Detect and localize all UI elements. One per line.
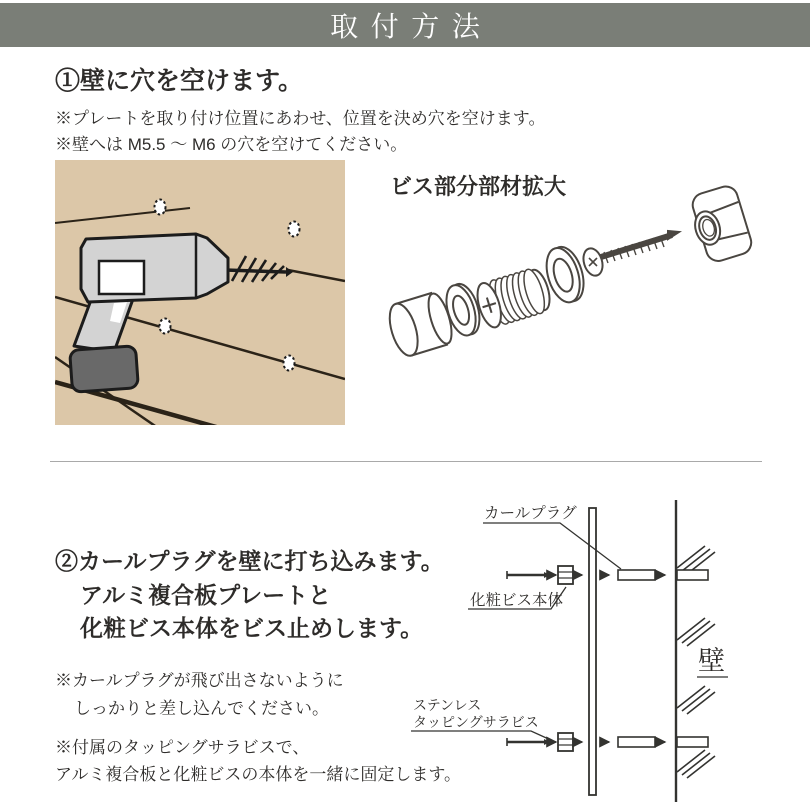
exploded-parts-diagram: [385, 185, 790, 385]
step2-title-line2: アルミ複合板プレートと: [80, 582, 332, 608]
installation-diagram: [405, 495, 800, 810]
curl-plug-shape: [618, 737, 655, 747]
step2-note2-line2: アルミ複合板と化粧ビスの本体を一緒に固定します。: [55, 765, 461, 784]
screw-body-box: [558, 733, 573, 751]
page-title: 取付方法: [330, 11, 493, 42]
curl-plug-in-wall: [677, 570, 708, 580]
curl-plug-shape: [618, 570, 655, 580]
step2-note1-line2: しっかりと差し込んでください。: [74, 699, 329, 718]
step2-title-line3: 化粧ビス本体をビス止めします。: [80, 615, 424, 641]
section-divider: [50, 461, 762, 462]
exploded-diagram-title: ビス部分部材拡大: [390, 174, 567, 199]
step1-note-2: ※壁へは M5.5 ～ M6 の穴を空けてください。: [55, 135, 408, 154]
page-header: [0, 3, 810, 47]
step1-note-1: ※プレートを取り付け位置にあわせ、位置を決め穴を空けます。: [55, 109, 546, 128]
step2-title-line1: ②カールプラグを壁に打ち込みます。: [55, 548, 444, 574]
install-row-bottom: [507, 733, 708, 751]
decorative-screw-body: [473, 265, 554, 330]
screw-body-box: [558, 566, 573, 584]
drill-body: [81, 234, 228, 302]
install-row-top: [507, 566, 708, 584]
tapping-screw: [580, 231, 679, 278]
step2-note1-line1: ※カールプラグが飛び出さないように: [55, 671, 344, 690]
drill-body-window: [99, 261, 144, 294]
spacer-nut: [686, 185, 754, 265]
aluminum-plate: [589, 508, 596, 795]
drill-illustration: [55, 160, 345, 425]
drill-battery: [70, 346, 139, 393]
label-stainless-1: ステンレス: [413, 697, 482, 713]
label-curl-plug: カールプラグ: [484, 505, 577, 522]
step2-note2-line1: ※付属のタッピングサラビスで、: [55, 738, 310, 757]
curl-plug-in-wall: [677, 737, 708, 747]
label-stainless-2: タッピングサラビス: [413, 714, 539, 730]
label-screw-body: 化粧ビス本体: [470, 592, 564, 609]
label-wall: 壁: [698, 646, 725, 676]
step1-title: ①壁に穴を空けます。: [55, 67, 304, 95]
